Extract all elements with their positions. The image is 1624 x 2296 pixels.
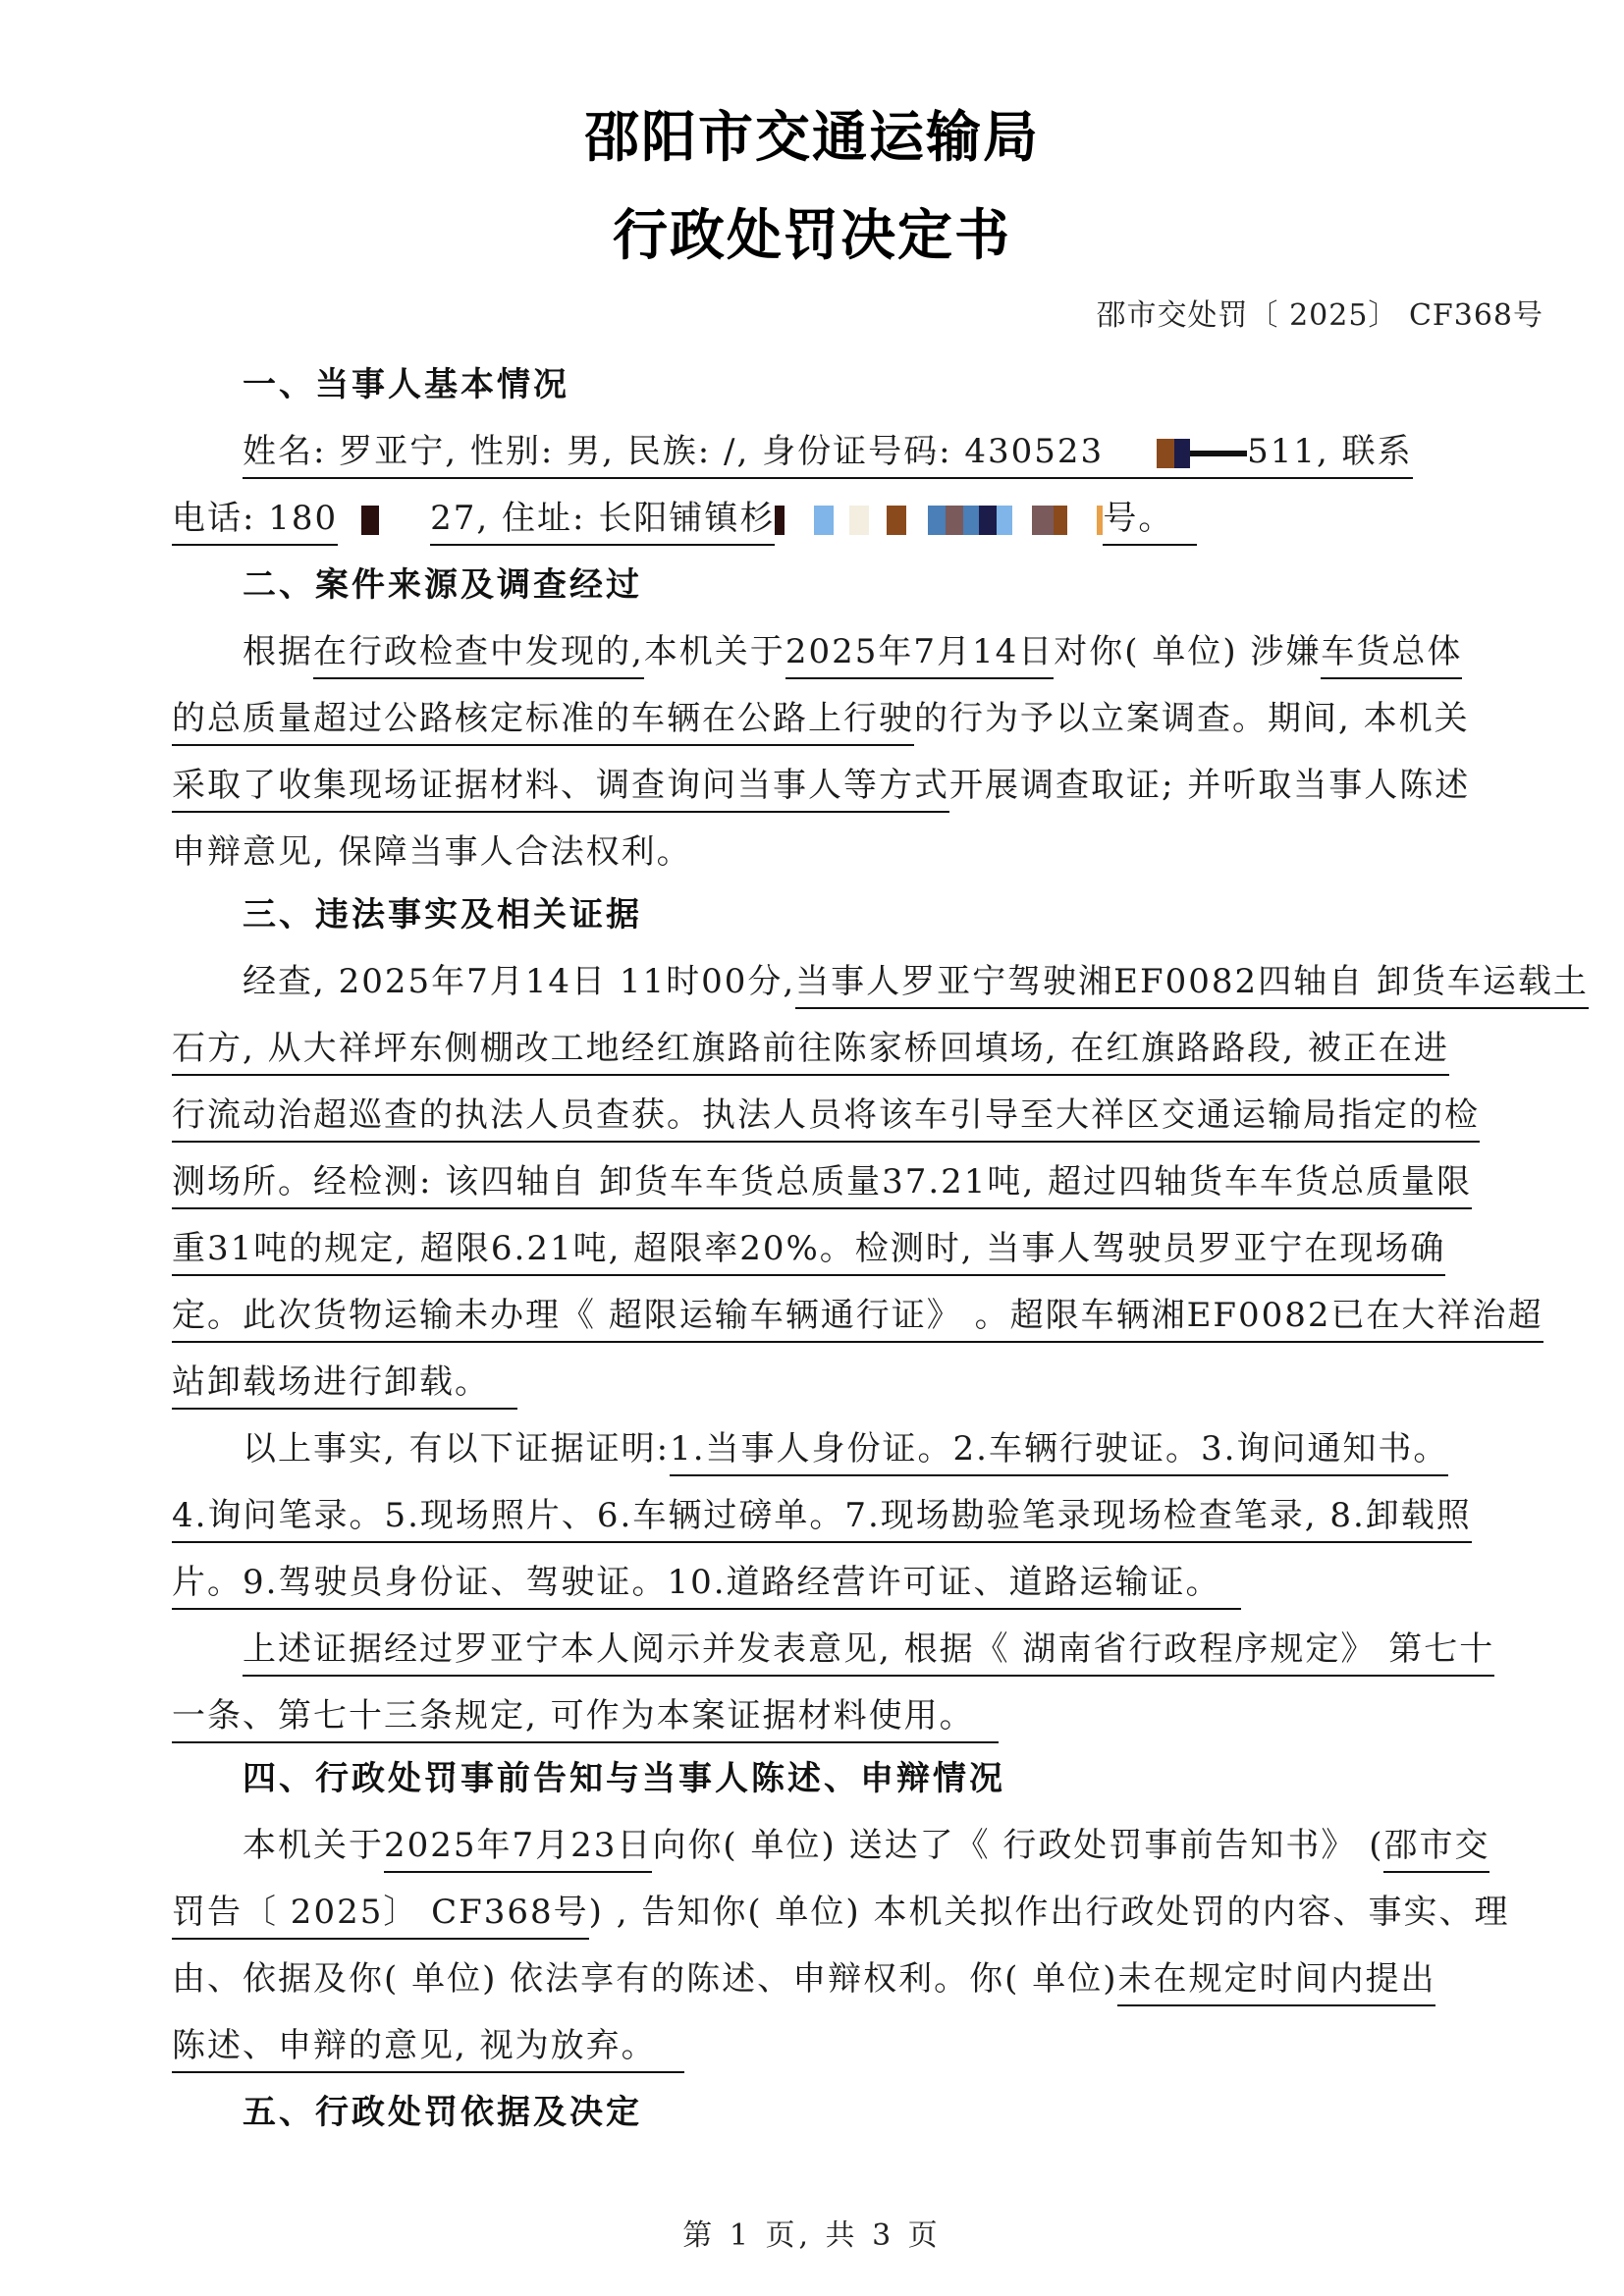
text-span: 由、依据及你( 单位) 依法享有的陈述、申辩权利。你( 单位) xyxy=(172,1959,1118,1999)
text-span: 本机关于 xyxy=(243,1826,384,1865)
evidence-line-2 xyxy=(172,1494,1472,1537)
violation-underlined: 的总质量超过公路核定标准的车辆在公路上行驶 xyxy=(172,697,914,746)
section-heading-party-info: 一、当事人基本情况 xyxy=(243,365,569,404)
text-span: 向你( 单位) 送达了《 行政处罚事前告知书》 ( xyxy=(652,1826,1384,1865)
text-span: ) , 告知你( 单位) 本机关拟作出行政处罚的内容、事实、理 xyxy=(588,1893,1510,1932)
phone-tail-and-address: 27, 住址: 长阳铺镇杉 xyxy=(430,497,775,546)
party-info-line-2 xyxy=(172,497,1197,540)
evidence-line-1 xyxy=(243,1427,1448,1470)
document-number: 邵市交处罚〔 2025〕 CF368号 xyxy=(1096,298,1543,333)
section-heading-case-source: 二、案件来源及调查经过 xyxy=(243,565,642,605)
investigation-methods: 采取了收集现场证据材料、调查询问当事人等方式 xyxy=(172,764,949,813)
notice-line-3 xyxy=(172,1957,1435,2001)
legal-basis-line-2 xyxy=(172,1694,999,1737)
text-span: 的行为予以立案调查。期间, 本机关 xyxy=(914,699,1470,738)
address-redaction xyxy=(775,497,1103,540)
evidence-list: 1.当事人身份证。2.车辆行驶证。3.询问通知书。 xyxy=(670,1427,1448,1476)
facts-underlined: 重31吨的规定, 超限6.21吨, 超限率20%。检测时, 当事人驾驶员罗亚宁在现场确 xyxy=(172,1227,1445,1276)
text-span: 以上事实, 有以下证据证明: xyxy=(243,1429,671,1468)
facts-underlined: 站卸载场进行卸载。 xyxy=(172,1361,517,1410)
id-tail-and-contact: 511, 联系 xyxy=(1247,430,1413,479)
facts-line-3 xyxy=(172,1094,1480,1137)
facts-line-6 xyxy=(172,1294,1543,1337)
facts-underlined: 当事人罗亚宁驾驶湘EF0082四轴自 卸货车运载土 xyxy=(795,960,1589,1009)
case-date: 2025年7月14日 xyxy=(785,630,1054,679)
section-heading-penalty-basis: 五、行政处罚依据及决定 xyxy=(243,2093,642,2132)
evidence-list: 片。9.驾驶员身份证、驾驶证。10.道路经营许可证、道路运输证。 xyxy=(172,1561,1241,1610)
case-source-line-4: 申辩意见, 保障当事人合法权利。 xyxy=(172,832,692,872)
notice-line-2 xyxy=(172,1891,1510,1934)
section-heading-facts-evidence: 三、违法事实及相关证据 xyxy=(243,895,642,934)
section-heading-prior-notice: 四、行政处罚事前告知与当事人陈述、申辩情况 xyxy=(243,1759,1005,1798)
party-info-line-1 xyxy=(243,430,1413,473)
text-span: 根据 xyxy=(243,632,313,671)
facts-underlined: 测场所。经检测: 该四轴自 卸货车车货总质量37.21吨, 超过四轴货车车货总质量限 xyxy=(172,1160,1472,1209)
issuer-title: 邵阳市交通运输局 xyxy=(584,106,1040,170)
notice-date: 2025年7月23日 xyxy=(384,1824,652,1873)
text-span: 对你( 单位) 涉嫌 xyxy=(1054,632,1322,671)
facts-underlined: 行流动治超巡查的执法人员查获。执法人员将该车引导至大祥区交通运输局指定的检 xyxy=(172,1094,1480,1143)
legal-basis-underlined: 上述证据经过罗亚宁本人阅示并发表意见, 根据《 湖南省行政程序规定》 第七十 xyxy=(243,1628,1494,1677)
waiver-underlined: 陈述、申辩的意见, 视为放弃。 xyxy=(172,2024,684,2073)
evidence-line-3 xyxy=(172,1561,1241,1604)
facts-underlined: 定。此次货物运输未办理《 超限运输车辆通行证》 。超限车辆湘EF0082已在大祥治超 xyxy=(172,1294,1543,1343)
facts-line-5 xyxy=(172,1227,1445,1270)
party-name-gender-id: 姓名: 罗亚宁, 性别: 男, 民族: /, 身份证号码: 430523 xyxy=(243,430,1104,479)
text-span: 经查, 2025年7月14日 11时00分, xyxy=(243,962,796,1001)
case-source-line-2 xyxy=(172,697,1470,740)
waiver-underlined: 未在规定时间内提出 xyxy=(1117,1957,1435,2006)
phone-label: 电话: 180 xyxy=(172,497,338,546)
case-source-line-3 xyxy=(172,764,1470,807)
notice-number: 罚告〔 2025〕 CF368号 xyxy=(172,1891,589,1940)
phone-redaction xyxy=(338,497,430,540)
notice-line-1 xyxy=(243,1824,1489,1867)
legal-basis-line-1 xyxy=(243,1628,1494,1671)
id-redaction xyxy=(1104,430,1247,479)
facts-underlined: 石方, 从大祥坪东侧棚改工地经红旗路前往陈家桥回填场, 在红旗路路段, 被正在进 xyxy=(172,1027,1449,1076)
page-number: 第 1 页, 共 3 页 xyxy=(682,2218,942,2253)
case-source-line-1 xyxy=(243,630,1462,673)
legal-basis-underlined: 一条、第七十三条规定, 可作为本案证据材料使用。 xyxy=(172,1694,999,1743)
facts-line-4 xyxy=(172,1160,1472,1203)
facts-line-1 xyxy=(243,960,1589,1003)
facts-line-2 xyxy=(172,1027,1449,1070)
text-span: 本机关于 xyxy=(643,632,785,671)
facts-line-7 xyxy=(172,1361,517,1404)
address-end: 号。 xyxy=(1103,497,1197,546)
violation-underlined: 车货总体 xyxy=(1321,630,1462,679)
notice-number-start: 邵市交 xyxy=(1383,1824,1489,1873)
case-source-underlined: 在行政检查中发现的, xyxy=(313,630,644,679)
document-title: 行政处罚决定书 xyxy=(613,204,1011,268)
notice-line-4 xyxy=(172,2024,684,2067)
text-span: 开展调查取证; 并听取当事人陈述 xyxy=(949,766,1471,805)
evidence-list: 4.询问笔录。5.现场照片、6.车辆过磅单。7.现场勘验笔录现场检查笔录, 8.卸载照 xyxy=(172,1494,1472,1543)
